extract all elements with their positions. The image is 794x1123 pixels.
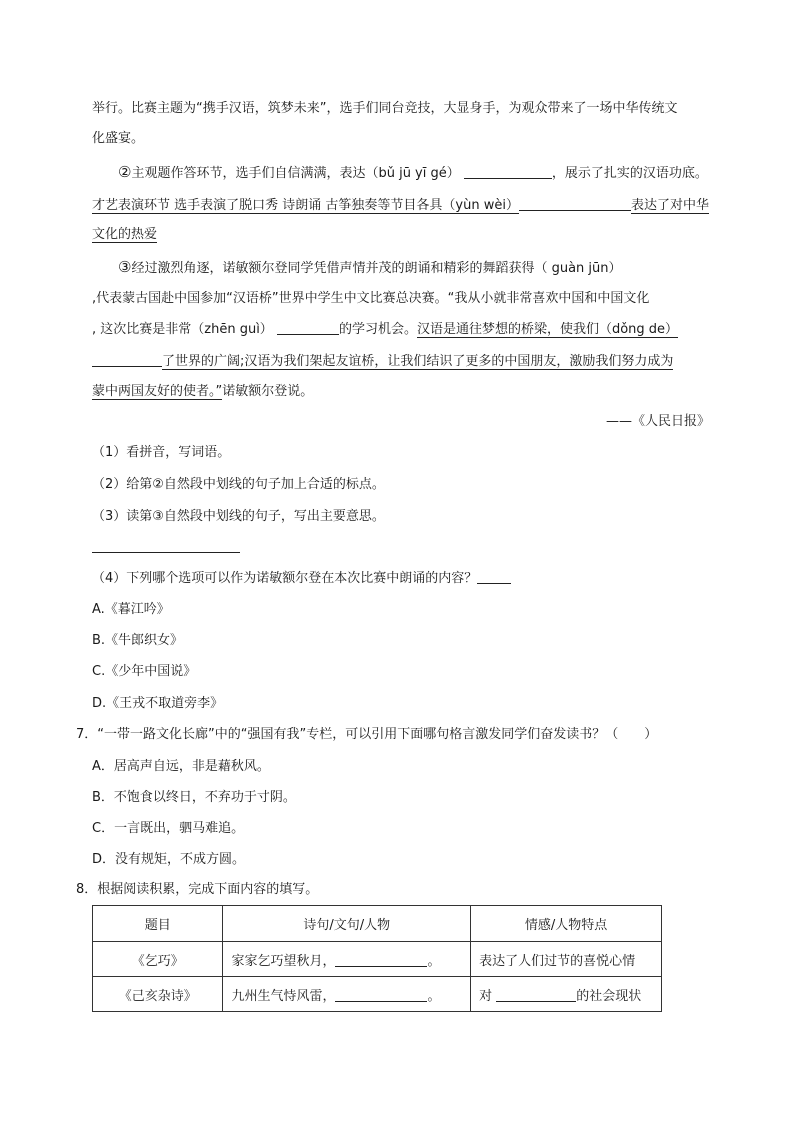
passage-line: 举行。比赛主题为“携手汉语，筑梦未来”，选手们同台竞技，大显身手，为观众带来了一场中华传统文 [92, 101, 678, 116]
table-row [93, 977, 662, 1012]
sub-question-2: （2）给第②自然段中划线的句子加上合适的标点。 [92, 477, 385, 492]
poem-title: 《己亥杂诗》 [93, 977, 223, 1012]
answer-blank[interactable] [477, 569, 511, 584]
underlined-sentence: 蒙中两国友好的使者。” [92, 384, 223, 399]
answer-blank[interactable] [464, 164, 552, 179]
option-c[interactable]: C．一言既出，驷马难追。 [92, 821, 245, 836]
option-c[interactable]: C.《少年中国说》 [92, 664, 197, 679]
column-header: 情感/人物特点 [471, 906, 662, 942]
passage-line: , 这次比赛是非常（zhēn guì） 的学习机会。汉语是通往梦想的桥梁，使我们（dǒng de） [92, 322, 679, 337]
paragraph-2-line: ②主观题作答环节，选手们自信满满，表达（bǔ jū yī gé） ，展示了扎实的汉语功底。 [118, 163, 708, 181]
underlined-sentence: 文化的热爱 [92, 227, 158, 242]
passage-line: 蒙中两国友好的使者。”诺敏额尔登说。 [92, 384, 314, 399]
underlined-sentence: 了世界的广阔;汉语为我们架起友谊桥，让我们结识了更多的中国朋友，激励我们努力成为 [92, 350, 673, 370]
sub-question-4: （4）下列哪个选项可以作为诺敏额尔登在本次比赛中朗诵的内容？ [92, 569, 511, 589]
verse-cell: 九州生气恃风雷， 。 [223, 977, 471, 1012]
answer-blank[interactable] [92, 350, 162, 367]
table-header-row [93, 906, 662, 942]
sub-question-3: （3）读第③自然段中划线的句子，写出主要意思。 [92, 509, 385, 524]
option-d[interactable]: D．没有规矩，不成方圆。 [92, 852, 246, 867]
answer-blank[interactable] [335, 952, 427, 967]
table-row [93, 942, 662, 977]
column-header: 诗句/文句/人物 [223, 906, 471, 942]
option-b[interactable]: B.《牛郎织女》 [92, 633, 184, 648]
fill-in-table [92, 905, 662, 1012]
option-a[interactable]: A．居高声自远，非是藉秋风。 [92, 759, 270, 774]
passage-line: 化盛宴。 [92, 131, 145, 146]
answer-blank[interactable] [519, 194, 631, 211]
option-d[interactable]: D.《王戎不取道旁李》 [92, 696, 224, 711]
answer-blank[interactable] [496, 987, 576, 1002]
underlined-sentence: 才艺表演环节 选手表演了脱口秀 诗朗诵 古筝独奏等节目各具（yùn wèi） 表达了对中华 [92, 194, 709, 214]
paragraph-number: ② [118, 163, 132, 181]
feeling-cell: 表达了人们过节的喜悦心情 [471, 942, 662, 977]
poem-title: 《乞巧》 [93, 942, 223, 977]
answer-blank[interactable] [335, 987, 427, 1002]
paragraph-3-line: ③经过激烈角逐，诺敏额尔登同学凭借声情并茂的朗诵和精彩的舞蹈获得（ guàn jūn） [118, 258, 622, 276]
passage-line: ,代表蒙古国赴中国参加“汉语桥”世界中学生中文比赛总决赛。“我从小就非常喜欢中国和中国文化 [92, 291, 650, 306]
option-a[interactable]: A.《暮江吟》 [92, 602, 170, 617]
option-b[interactable]: B．不饱食以终日，不弃功于寸阴。 [92, 790, 296, 805]
answer-blank[interactable] [277, 320, 339, 335]
feeling-cell: 对 的社会现状 [471, 977, 662, 1012]
answer-line[interactable] [92, 552, 240, 553]
question-7-stem: 7．“一带一路文化长廊”中的“强国有我”专栏，可以引用下面哪句格言激发同学们奋发读书？（ ） [76, 727, 658, 742]
column-header: 题目 [93, 906, 223, 942]
verse-cell: 家家乞巧望秋月， 。 [223, 942, 471, 977]
paragraph-number: ③ [118, 258, 132, 276]
question-8-stem: 8．根据阅读积累，完成下面内容的填写。 [76, 882, 319, 897]
underlined-sentence: 汉语是通往梦想的桥梁，使我们（dǒng de） [416, 322, 679, 337]
passage-source: ——《人民日报》 [606, 414, 711, 429]
sub-question-1: （1）看拼音，写词语。 [92, 445, 231, 460]
